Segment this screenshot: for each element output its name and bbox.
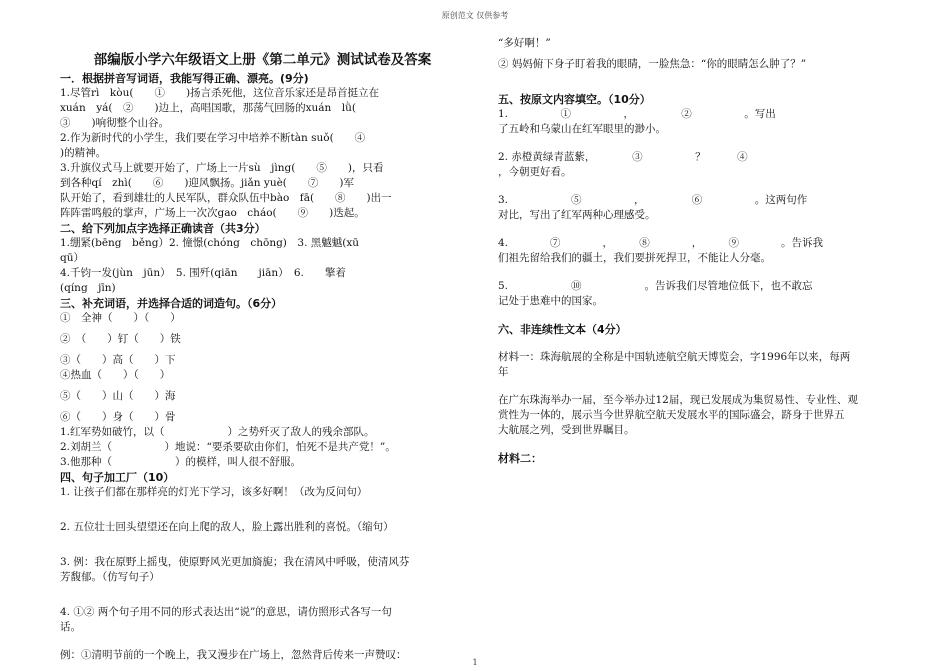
text-line: 1. 让孩子们都在那样亮的灯光下学习，该多好啊！（改为反问句） <box>60 486 368 498</box>
text-line: 大航展之列，受到世界瞩目。 <box>498 424 635 436</box>
text-line: )的精神。 <box>60 147 107 159</box>
text-line: ① 全神（ ）（ ） <box>60 312 181 324</box>
text-line: qū） <box>60 252 84 264</box>
text-line: ② （ ）钉（ ）铁 <box>60 333 181 345</box>
answer-space <box>498 337 898 350</box>
text-line: 对比，写出了红军两种心理感受。 <box>498 209 656 221</box>
answer-space <box>498 438 898 451</box>
section-heading: 四、句子加工厂（10） <box>60 471 175 484</box>
answer-space <box>60 635 465 648</box>
section-heading: 材料二： <box>498 452 542 465</box>
answer-space <box>60 585 465 605</box>
text-line: 材料一：珠海航展的全称是中国轨迹航空航天博览会，字1996年以来，每两 <box>498 351 851 363</box>
section-heading: 六、非连续性文本（4分） <box>498 323 627 336</box>
text-line: 3.升旗仪式马上就要开始了，广场上一片sù jìng( ⑤ )，只看 <box>60 162 384 174</box>
text-line: 2. 五位壮士回头望望还在向上爬的敌人，脸上露出胜利的喜悦。（缩句） <box>60 521 394 533</box>
text-line: xuán yá( ② )边上，高唱国歌，那荡气回肠的xuán lǜ( <box>60 102 357 114</box>
text-line: 了五岭和乌蒙山在红军眼里的渺小。 <box>498 123 666 135</box>
answer-space <box>60 500 465 520</box>
text-line: 3. ⑤ ， ⑥ 。这两句作 <box>498 194 808 206</box>
section-heading: 二、给下列加点字选择正确读音（共3分） <box>60 222 266 235</box>
answer-space <box>498 137 898 150</box>
text-line: ③（ ）高（ ）下 <box>60 354 176 366</box>
text-line: “多好啊！” <box>498 37 551 49</box>
text-line: 年 <box>498 366 509 378</box>
text-line: ④热血（ ）（ ） <box>60 369 171 381</box>
text-line: ② 妈妈俯下身子盯着我的眼睛，一脸焦急：“你的眼睛怎么肿了？” <box>498 58 807 70</box>
left-column <box>60 36 465 663</box>
text-line: 5. ⑩ 。告诉我们尽管地位低下，也不敢忘 <box>498 280 813 292</box>
text-line: 4.千钧一发(jùn jūn） 5. 围歼(qiān jiān） 6. 擎着 <box>60 267 346 279</box>
text-line: ③ )响彻整个山谷。 <box>60 117 170 129</box>
section-heading: 五、按原文内容填空。（10分） <box>498 93 651 106</box>
answer-space <box>498 180 898 193</box>
text-line: 到各种qí zhì( ⑥ )迎风飘扬。jiǎn yuè( ⑦ )军 <box>60 177 354 189</box>
text-line: 在广东珠海举办一届，至今举办过12届，现已发展成为集贸易性、专业性、观 <box>498 394 858 406</box>
answer-space <box>498 72 898 92</box>
text-line: 例：①清明节前的一个晚上，我又漫步在广场上，忽然背后传来一声赞叹： <box>60 649 407 661</box>
text-line: 1.绷紧(bēng běng）2. 憧憬(chóng chōng) 3. 黑魆魆(xū <box>60 237 360 249</box>
text-line: 3.他那种（ ）的模样，叫人很不舒服。 <box>60 456 302 468</box>
right-column-body <box>498 36 898 466</box>
text-line: ，今朝更好看。 <box>498 166 572 178</box>
text-line: 们祖先留给我们的疆土，我们要拼死捍卫，不能让人分毫。 <box>498 252 771 264</box>
text-line: 4. ⑦ ， ⑧ ， ⑨ 。告诉我 <box>498 237 824 249</box>
text-line: (qíng jīn) <box>60 282 116 294</box>
text-line: 1. ① ， ② 。写出 <box>498 108 776 120</box>
text-line: 1.红军势如破竹，以（ ）之势歼灭了敌人的残余部队。 <box>60 426 375 438</box>
text-line: ⑤（ ）山（ ）海 <box>60 390 176 402</box>
document-title: 部编版小学六年级语文上册《第二单元》测试试卷及答案 <box>93 52 432 68</box>
text-line: 记处于患难中的国家。 <box>498 295 603 307</box>
answer-space <box>498 266 898 279</box>
text-line: 4. ①② 两个句子用不同的形式表达出“说”的意思，请仿照形式各写一句 <box>60 606 392 618</box>
right-column <box>498 36 898 466</box>
left-column-body <box>60 71 465 663</box>
text-line: ⑥（ ）身（ ）骨 <box>60 411 176 423</box>
text-line: 1.尽管rì kòu( ① )扬言杀死他，这位音乐家还是昂首挺立在 <box>60 87 380 99</box>
text-line: 话。 <box>60 621 81 633</box>
section-heading: 一．根据拼音写词语，我能写得正确、漂亮。(9分) <box>60 72 309 85</box>
text-line: 队开始了，看到雄壮的人民军队，群众队伍中bào fā( ⑧ )出一 <box>60 192 392 204</box>
section-heading: 三、补充词语，并选择合适的词造句。（6分） <box>60 297 283 310</box>
answer-space <box>498 309 898 322</box>
answer-space <box>498 380 898 393</box>
text-line: 2. 赤橙黄绿青蓝紫， ③ ？ ④ <box>498 151 748 163</box>
answer-space <box>60 535 465 555</box>
page-number: 1 <box>472 658 478 667</box>
text-line: 2.作为新时代的小学生，我们要在学习中培养不断tàn suǒ( ④ <box>60 132 366 144</box>
answer-space <box>498 223 898 236</box>
text-line: 3. 例：我在原野上摇曳，使原野风光更加旖旎；我在清风中呼吸，使清风芬 <box>60 556 410 568</box>
text-line: 芳馥郁。（仿写句子） <box>60 571 160 583</box>
text-line: 2.刘胡兰（ ）地说：“要杀要砍由你们，怕死不是共产党！”。 <box>60 441 396 453</box>
text-line: 阵阵雷鸣般的掌声，广场上一次次gao cháo( ⑨ )迭起。 <box>60 207 365 219</box>
header-note: 原创范文 仅供参考 <box>441 11 509 20</box>
text-line: 赏性为一体的，展示当今世界航空航天发展水平的国际盛会，跻身于世界五 <box>498 409 845 421</box>
